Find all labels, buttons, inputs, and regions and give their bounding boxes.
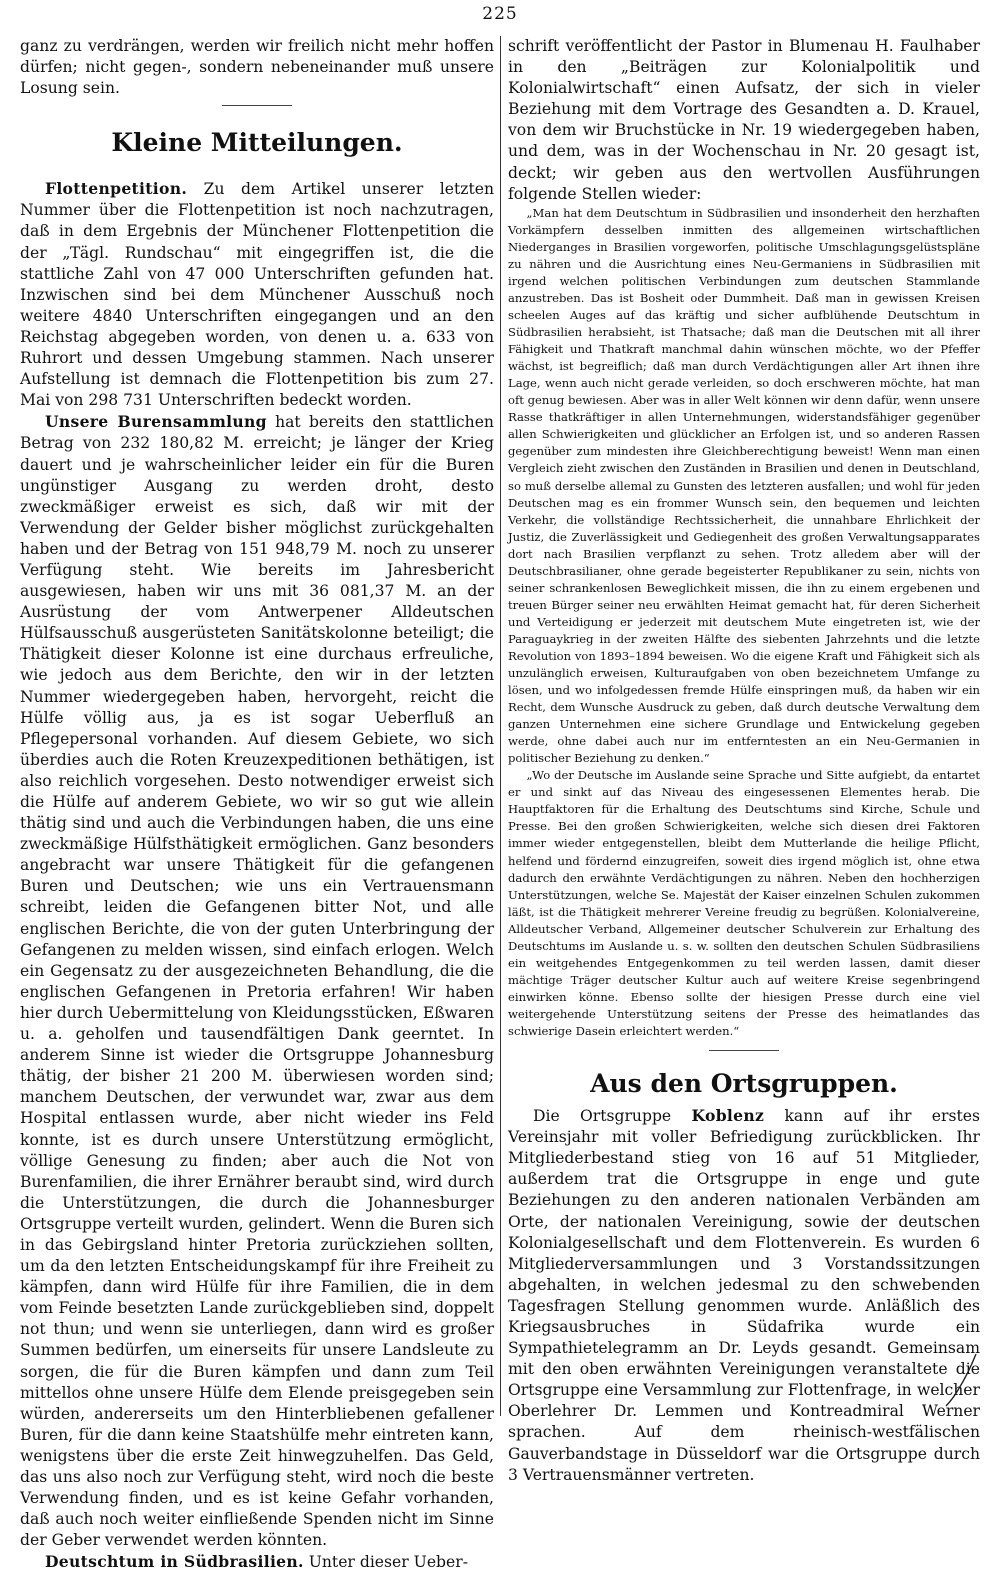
flottenpetition-keyword: Flottenpetition. (44, 179, 188, 199)
deutschtum-continuation-paragraph: schrift veröffentlicht der Pastor in Blumenau H. Faulhaber in den „Beiträgen zur Kolonialpolitik und Kolonialwirtschaft“ einen Aufsatz, der sich in vieler Beziehung mit dem Vortrage des Gesandten a. D. Krauel, von dem wir Bruchstücke in Nr. 19 wiedergegeben haben, und dem, was in der Wochenschau in Nr. 20 gesagt ist, deckt; wir geben aus den wertvollen Ausführungen folgende Stellen wieder: (508, 37, 980, 203)
column-divider (500, 36, 501, 1416)
ortsgruppe-koblenz-keyword: Koblenz (691, 1106, 765, 1126)
deutschtum-keyword: Deutschtum in Südbrasilien. (44, 1552, 304, 1572)
ortsgruppen-paragraph (508, 1105, 980, 1486)
quote-paragraph-two: „Wo der Deutsche im Auslande seine Sprache und Sitte aufgiebt, da entartet er und sinkt auf das Niveau des eingesessenen Elementes herab. Die Hauptfaktoren für die Erhaltung des Deutschtums sind Kirche, Schule und Presse. Bei den großen Schwierigkeiten, welche sich diesen drei Faktoren immer wieder entgegenstellen, bleibt dem Mutterlande die heilige Pflicht, helfend und fördernd einzugreifen, soweit dies irgend möglich ist, ohne etwa dadurch den erwähnte Verdächtigungen zu nähren. Neben den hochherzigen Unterstützungen, welche Se. Majestät der Kaiser einzelnen Schulen zukommen läßt, ist die Thätigkeit mehrerer Vereine freudig zu begrüßen. Kolonialvereine, Alldeutscher Verband, Allgemeiner deutscher Schulverein zur Erhaltung des Deutschtums im Auslande u. s. w. sollten den deutschen Schulen Südbrasiliens ein weitgehendes Entgegenkommen zu teil werden lassen, damit dieser mächtige Träger deutscher Kultur auch auf weitere Kreise segenbringend einwirken könne. Ebenso sollte der hiesigen Presse durch eine viel weitergehende Unterstützung seitens der Presse des heimatlandes das schwierige Dasein erleichtert werden.“ (508, 768, 980, 1038)
burensammlung-keyword: Unsere Burensammlung (44, 412, 267, 432)
quote-paragraph-one: „Man hat dem Deutschtum in Südbrasilien und insonderheit den herzhaften Vorkämpfern desselben inmitten des allgemeinen wirtschaftlichen Niederganges in Brasilien vorgeworfen, politische Umschlagungsgelüstspläne zu nähren und die Ausrichtung eines Neu-Germaniens in Südbrasilien mit irgend welchen politischen Verbindungen zum deutschen Stammlande anzustreben. Das ist Bosheit oder Dummheit. Daß man in gewissen Kreisen scheelen Auges auf das kräftig und sicher aufblühende Deutschtum in Südbrasilien herabsieht, ist Thatsache; daß man die Deutschen mit all ihrer Fähigkeit und Thatkraft manchmal dahin wünschen möchte, wo der Pfeffer wächst, ist begreiflich; daß man durch Verdächtigungen aller Art ihnen ihre Lage, wenn auch nicht gerade verleiden, so doch erschweren möchte, hat man oft genug bewiesen. Aber was in aller Welt können wir denn dafür, wenn unsere Rasse thatkräftiger in allen Unternehmungen, widerstandsfähiger gegenüber allen Schwierigkeiten und glücklicher an Erfolgen ist, und so anderen Rassen gegenüber zum mindesten ihre Gleichberechtigung beweist! Wenn man einen Vergleich zieht zwischen den Zuständen in Brasilien und denen in Deutschland, so muß derselbe allemal zu Gunsten des letzteren ausfallen; und wohl für jeden Deutschen mag es ein frommer Wunsch sein, den bequemen und leichten Verkehr, die vollständige Rechtssicherheit, die unnahbare Ehrlichkeit der Justiz, die Zuverlässigkeit und Gediegenheit des großen Verwaltungsapparates dort nach Brasilien verpflanzt zu sehen. Trotz alledem aber will der Deutschbrasilianer, ohne gerade begeisterter Republikaner zu sein, nichts von seiner schrankenlosen Beweglichkeit missen, die ihn zu einem ergebenen und treuen Bürger seiner neu erwählten Heimat gemacht hat, für deren Sicherheit und Verteidigung er jederzeit mit deutschem Mute eingetreten ist, wie der Paraguaykrieg in der zweiten Hälfte des siebenten Jahrzehnts und die letzte Revolution von 1893–1894 beweisen. Wo die eigene Kraft und Fähigkeit sich als unzulänglich erweisen, Kulturaufgaben von oben bezeichnetem Umfange zu lösen, und wo infolgedessen fremde Hülfe einspringen muß, da haben wir ein Recht, dem Wunsche Ausdruck zu geben, daß durch deutsche Verwaltung dem ganzen Unternehmen eine sichere Grundlage und Entwickelung gegeben werde, ohne dabei auch nur im entferntesten an ein Neu-Germanien in politischer Beziehung zu denken.“ (508, 205, 980, 766)
section-title-kleine-mitteilungen: Kleine Mitteilungen. (111, 128, 403, 158)
page-number: 225 (482, 4, 518, 24)
flottenpetition-text: Zu dem Artikel unserer letzten Nummer über die Flottenpetition ist noch nachzutragen, daß in dem Ergebnis der Münchener Flottenpetition die der „Tägl. Rundschau“ mit eingegriffen ist, die die stattliche Zahl von 47 000 Unterschriften gefunden hat. Inzwischen sind bei dem Münchener Ausschuß noch weitere 4840 Unterschriften eingegangen und an den Reichstag abgegeben worden, von denen u. a. 633 von Ruhrort und dessen Umgebung stammen. Nach unserer Aufstellung ist demnach die Flottenpetition bis zum 27. Mai von 298 731 Unterschriften bedeckt worden. (20, 180, 494, 410)
burensammlung-paragraph (20, 411, 494, 1551)
ortsgruppen-text: kann auf ihr erstes Vereinsjahr mit voller Befriedigung zurückblicken. Ihr Mitgliederbestand stieg von 16 auf 51 Mitglieder, außerdem trat die Ortsgruppe in enge und gute Beziehungen zu den anderen nationalen Verbänden am Orte, der nationalen Vereinigung, sowie der deutschen Kolonialgesellschaft und dem Flottenverein. Es wurden 6 Mitgliederversammlungen und 3 Vorstandssitzungen abgehalten, in welchen jedesmal zu den schwebenden Tagesfragen Stellung genommen wurde. Anläßlich des Kriegsausbruches in Südafrika wurde ein Sympathietelegramm an Dr. Leyds gesandt. Gemeinsam mit den oben erwähnten Vereinigungen veranstaltete die Ortsgruppe eine Versammlung zur Flottenfrage, in welcher Oberlehrer Dr. Lemmen und Kontreadmiral Werner sprachen. Auf dem rheinisch-westfälischen Gauverbandstage in Düsseldorf war die Ortsgruppe durch 3 Vertrauensmänner vertreten. (508, 1107, 980, 1484)
deutschtum-text: Unter dieser Ueber- (308, 1553, 468, 1572)
separator-rule (709, 1050, 779, 1051)
intro-paragraph: ganz zu verdrängen, werden wir freilich nicht mehr hoffen dürfen; nicht gegen-, sondern nebeneinander muß unsere Losung sein. (20, 37, 494, 98)
burensammlung-text: hat bereits den stattlichen Betrag von 232 180,82 M. erreicht; je länger der Krieg dauert und je wahrscheinlicher leider ein für die Buren ungünstiger Ausgang zu werden droht, desto zweckmäßiger erweist es sich, daß wir mit der Verwendung der Gelder bisher möglichst zurückgehalten haben und der Betrag von 151 948,79 M. noch zu unserer Verfügung steht. Wie bereits im Jahresbericht ausgewiesen, haben wir uns mit 36 081,37 M. an der Ausrüstung der vom Antwerpener Alldeutschen Hülfsausschuß ausgerüsteten Sanitätskolonne beteiligt; die Thätigkeit dieser Kolonne ist eine durchaus erfreuliche, wie jedoch aus dem Berichte, den wir in der letzten Nummer wiedergegeben haben, hervorgeht, reicht die Hülfe völlig aus, ja es ist sogar Ueberfluß an Pflegepersonal vorhanden. Auf diesem Gebiete, wo sich überdies auch die Roten Kreuzexpeditionen bethätigen, ist also reichlich vorgesehen. Desto notwendiger erweist sich die Hülfe auf anderem Gebiete, wo wir so gut wie allein thätig sind und auch die Verbindungen haben, die uns eine zweckmäßige Hülfsthätigkeit ermöglichen. Ganz besonders angebracht war unsere Thätigkeit für die gefangenen Buren und Deutschen; wie uns ein Vertrauensmann schreibt, leiden die Gefangenen bitter Not, und alle englischen Berichte, die von der guten Unterbringung der Gefangenen zu melden wissen, sind einfach erlogen. Welch ein Gegensatz zu der ausgezeichneten Behandlung, die die englischen Gefangenen in Pretoria erfahren! Wir haben hier durch Uebermittelung von Kleidungsstücken, Eßwaren u. a. geholfen und tausendfältigen Dank geerntet. In anderem Sinne ist wieder die Ortsgruppe Johannesburg thätig, der bisher 21 200 M. überwiesen worden sind; manchem Deutschen, der verwundet war, zwar aus dem Hospital entlassen wurde, aber nicht wieder ins Feld konnte, ist es durch unsere Unterstützung ermöglicht, völlige Genesung zu finden; aber auch die Not von Burenfamilien, die ihrer Ernährer beraubt sind, wird durch die Unterstützungen, die durch die Johannesburger Ortsgruppe verteilt wurden, gelindert. Wenn die Buren sich in das Gebirgsland hinter Pretoria zurückziehen sollten, um da den letzten Entscheidungskampf für ihre Freiheit zu kämpfen, dann wird Hülfe für ihre Familien, die in dem vom Feinde besetzten Lande zurückgeblieben sind, doppelt not thun; und wenn sie unterliegen, dann wird es großer Summen bedürfen, um einerseits für unsere Landsleute zu sorgen, die für die Buren kämpfen und dann zum Teil mittellos ohne unsere Hülfe dem Elende preisgegeben sein würden, andererseits um den Hinterbliebenen gefallener Buren, für die dann keine Staatshülfe mehr eintreten kann, wenigstens über die erste Zeit hinwegzuhelfen. Das Geld, das uns also noch zur Verfügung steht, wird noch die beste Verwendung finden, und es ist keine Gefahr vorhanden, daß auch noch weiter einfließende Spenden nicht im Sinne der Geber verwendet werden könnten. (20, 413, 494, 1550)
deutschtum-paragraph (20, 1551, 494, 1573)
section-title-aus-den-ortsgruppen: Aus den Ortsgruppen. (590, 1069, 898, 1099)
separator-rule (222, 105, 292, 106)
right-column (508, 36, 980, 1486)
pen-stroke-mark (940, 1350, 980, 1410)
left-column (20, 36, 494, 1573)
flottenpetition-paragraph (20, 178, 494, 411)
ortsgruppen-intro: Die Ortsgruppe (532, 1107, 672, 1126)
